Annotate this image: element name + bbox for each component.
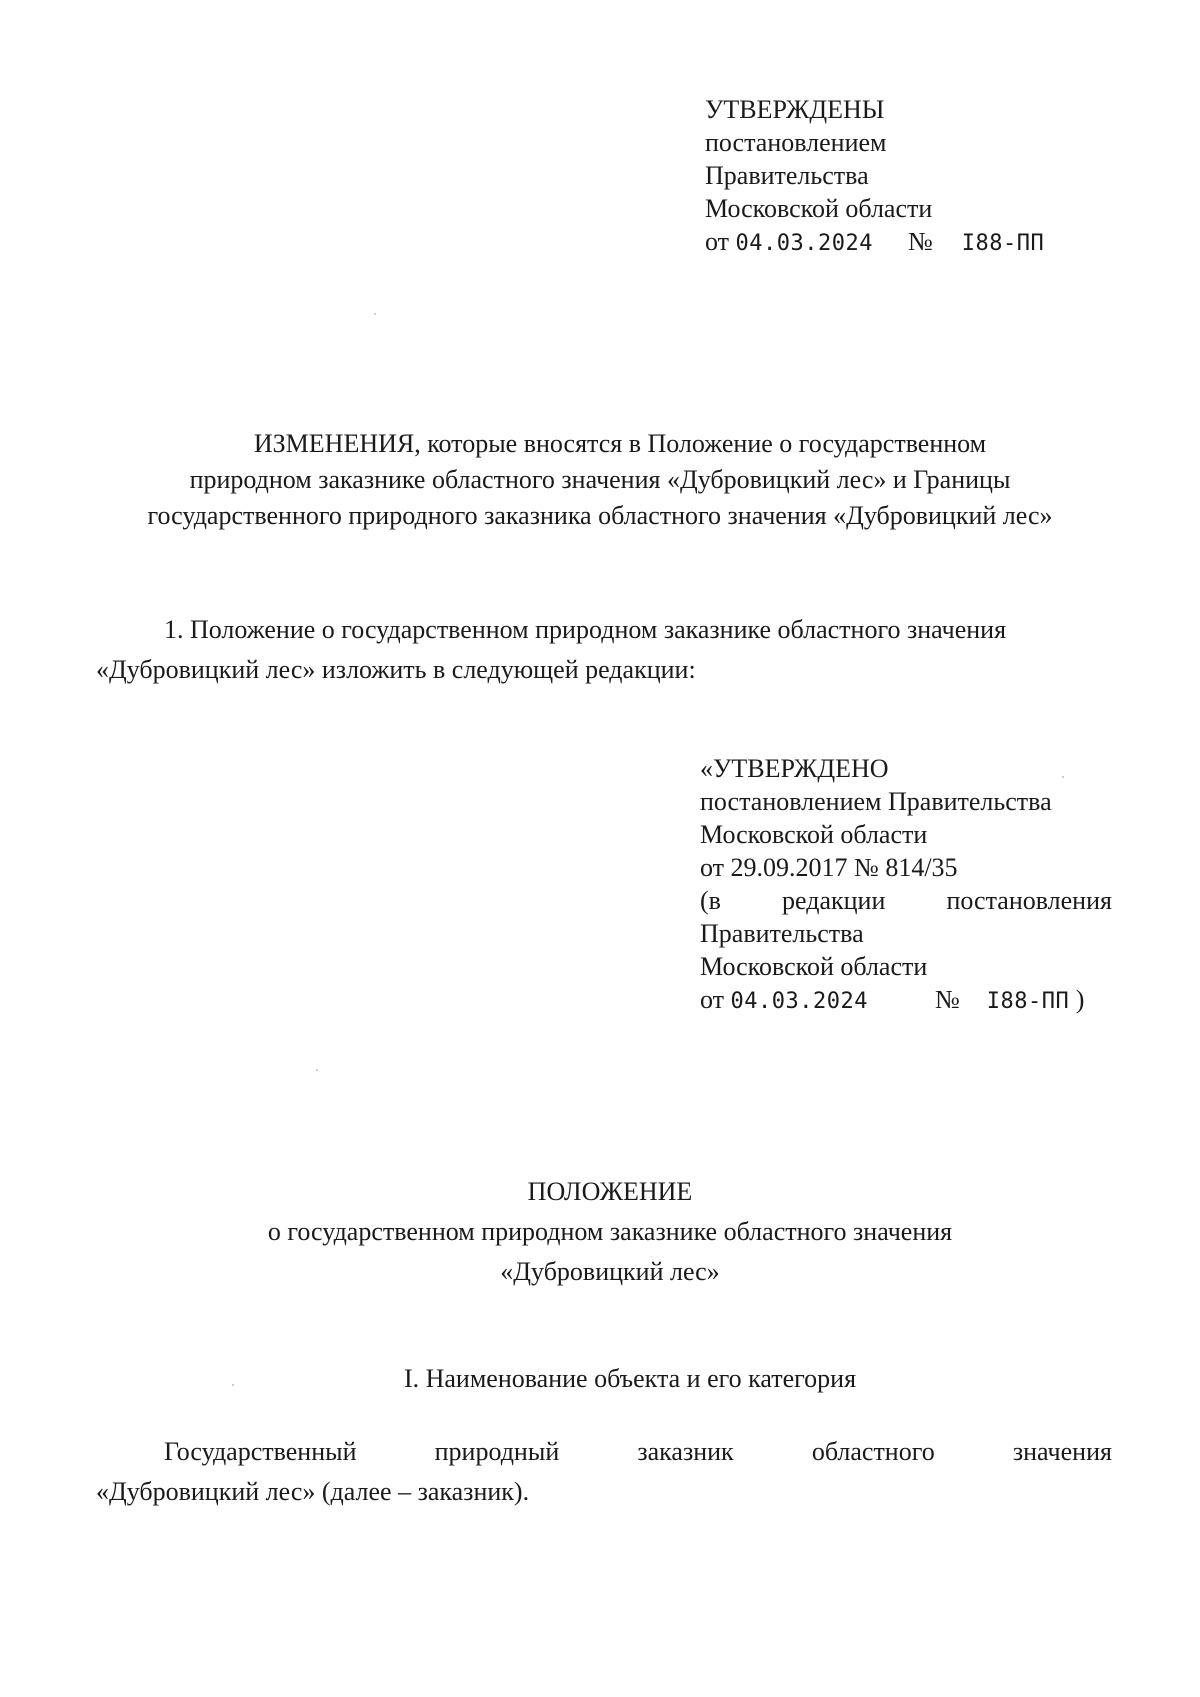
edition-heading: «УТВЕРЖДЕНО: [700, 754, 889, 783]
changes-title-line-1: ИЗМЕНЕНИЯ, которые вносятся в Положение о государственном: [253, 429, 987, 458]
edition-line-resolution: постановлением Правительства: [700, 787, 1052, 816]
scan-speck: [316, 1069, 318, 1071]
edition-date: 04.03.2024: [730, 989, 868, 1014]
edition-date-line: [700, 983, 1112, 1018]
changes-title-line-3: государственного природного заказника областного значения «Дубровицкий лес»: [147, 501, 1053, 530]
section-1-word-1: Государственный: [164, 1437, 357, 1466]
section-1-word-2: природный: [434, 1437, 560, 1466]
edition-line-region-2: Московской области: [700, 952, 928, 981]
paragraph-1: [96, 610, 1112, 690]
section-1-word-3: заказник: [637, 1437, 734, 1466]
section-1-heading: I. Наименование объекта и его категория: [403, 1364, 857, 1393]
edition-block: [700, 752, 1112, 1018]
section-1-word-5: значения: [1012, 1437, 1112, 1466]
edition-word-2: редакции: [782, 886, 886, 915]
changes-title: [90, 426, 1110, 534]
approval-number: I88-ПП: [961, 231, 1045, 256]
edition-line-government: Правительства: [700, 919, 864, 948]
regulation-subtitle-2: «Дубровицкий лес»: [500, 1257, 720, 1286]
edition-number-sign: №: [934, 985, 960, 1014]
changes-title-line-2: природном заказнике областного значения «Дубровицкий лес» и Границы: [189, 465, 1011, 494]
edition-line-region: Московской области: [700, 820, 928, 849]
section-1-word-4: областного: [811, 1437, 935, 1466]
edition-word-3: постановления: [946, 886, 1112, 915]
edition-line-redaction: [700, 884, 1112, 917]
approval-heading: УТВЕРЖДЕНЫ: [705, 95, 885, 124]
approval-line-government: Правительства: [705, 161, 869, 190]
edition-close-paren: ): [1075, 985, 1085, 1014]
scan-speck: [374, 313, 376, 315]
edition-number: I88-ПП: [986, 989, 1070, 1014]
approval-number-sign: №: [907, 227, 933, 256]
approval-date-line: [705, 225, 1044, 260]
approval-date-prefix: от: [705, 227, 730, 256]
approval-line-region: Московской области: [705, 194, 933, 223]
edition-line-original-date: от 29.09.2017 № 814/35: [700, 853, 958, 882]
edition-word-1: (в: [700, 886, 721, 915]
regulation-heading: ПОЛОЖЕНИЕ: [527, 1177, 693, 1206]
section-1-line-2: «Дубровицкий лес» (далее – заказник).: [96, 1477, 530, 1506]
approval-date: 04.03.2024: [735, 231, 873, 256]
section-1-paragraph: [96, 1432, 1112, 1512]
scan-speck: [232, 1384, 234, 1386]
edition-date-prefix: от: [700, 985, 725, 1014]
paragraph-1-line-1: 1. Положение о государственном природном заказнике областного значения: [164, 615, 1007, 644]
scan-speck: [1062, 776, 1064, 778]
regulation-subtitle-1: о государственном природном заказнике областного значения: [267, 1217, 953, 1246]
approval-block: [705, 93, 1044, 260]
section-1-line-1: [96, 1432, 1112, 1472]
paragraph-1-line-2: «Дубровицкий лес» изложить в следующей редакции:: [96, 655, 696, 684]
approval-line-resolution: постановлением: [705, 128, 887, 157]
